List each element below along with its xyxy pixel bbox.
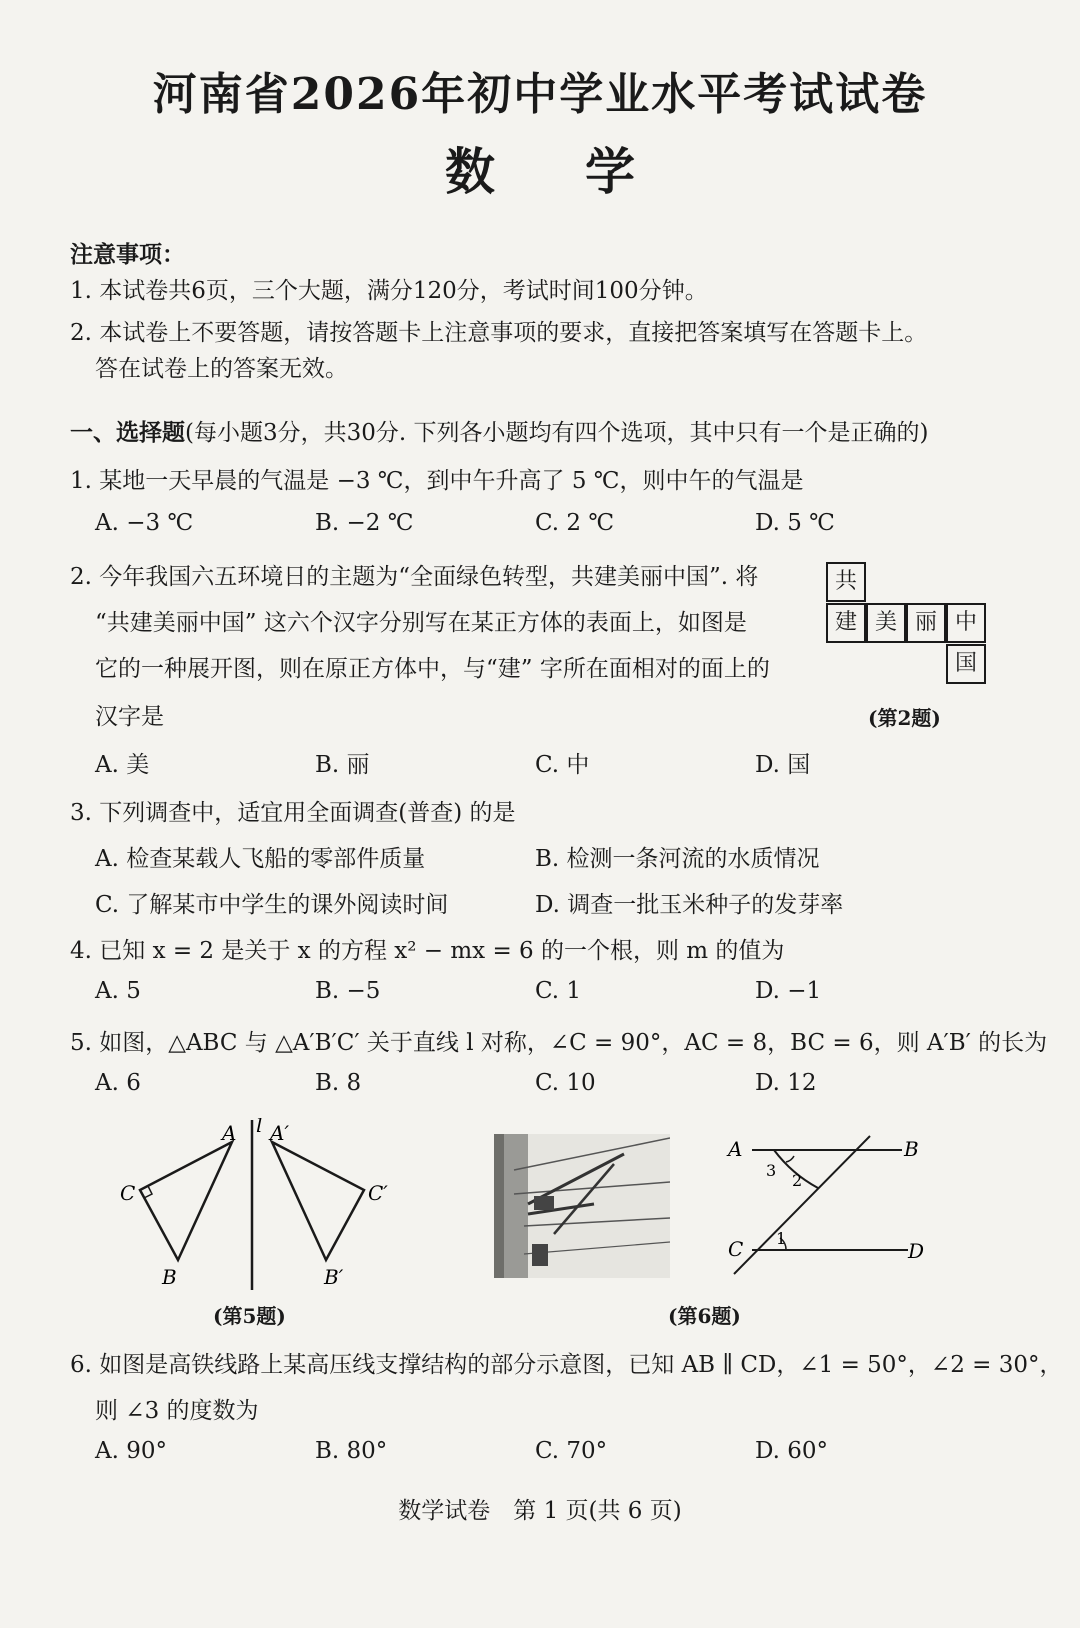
option-c[interactable]: C. 70° — [535, 1438, 608, 1464]
option-c[interactable]: C. 10 — [535, 1070, 596, 1096]
option-a[interactable]: A. 90° — [95, 1438, 167, 1464]
option-b[interactable]: B. 8 — [315, 1070, 362, 1096]
transversal — [734, 1136, 870, 1274]
option-a[interactable]: A. 美 — [95, 752, 150, 778]
question-stem-line: 6. 如图是高铁线路上某高压线支撑结构的部分示意图，已知 AB ∥ CD，∠1 = 50°，∠2 = 30°， — [70, 1352, 1063, 1378]
option-b[interactable]: B. 80° — [315, 1438, 388, 1464]
question-stem-line: 汉字是 — [95, 704, 164, 730]
label-C: C — [728, 1237, 744, 1261]
label-A-prime: A′ — [270, 1121, 289, 1145]
net-face: 丽 — [906, 603, 946, 643]
triangle-abc — [140, 1142, 232, 1260]
question-stem: 4. 已知 x = 2 是关于 x 的方程 x² − mx = 6 的一个根，则 m 的值为 — [70, 938, 785, 964]
figure-caption: (第2题) — [868, 706, 941, 730]
label-B: B — [162, 1265, 177, 1289]
label-C: C — [120, 1181, 136, 1205]
section-heading — [70, 414, 928, 447]
label-B: B — [904, 1137, 919, 1161]
figure-caption: (第6题) — [668, 1304, 741, 1328]
option-d[interactable]: D. −1 — [755, 978, 822, 1004]
label-angle-3: 3 — [766, 1161, 777, 1180]
question-stem-line: 2. 今年我国六五环境日的主题为“全面绿色转型，共建美丽中国”. 将 — [70, 564, 759, 590]
option-c[interactable]: C. 1 — [535, 978, 582, 1004]
option-c[interactable]: C. 中 — [535, 752, 590, 778]
section-desc: (每小题3分，共30分. 下列各小题均有四个选项，其中只有一个是正确的) — [185, 420, 929, 446]
option-b[interactable]: B. −2 ℃ — [315, 510, 414, 536]
question-stem-line: 则 ∠3 的度数为 — [95, 1398, 259, 1424]
triangle-a2b2c2 — [272, 1142, 364, 1260]
label-angle-2: 2 — [792, 1171, 803, 1190]
notes-heading: 注意事项： — [70, 241, 185, 268]
question-stem: 5. 如图，△ABC 与 △A′B′C′ 关于直线 l 对称，∠C = 90°，AC = 8，BC = 6，则 A′B′ 的长为 — [70, 1030, 1048, 1056]
angle-2-arc — [786, 1156, 794, 1162]
note-item: 2. 本试卷上不要答题，请按答题卡上注意事项的要求，直接把答案填写在答题卡上。 — [70, 320, 928, 346]
option-a[interactable]: A. 检查某载人飞船的零部件质量 — [95, 846, 426, 872]
net-face: 共 — [826, 562, 866, 602]
option-c[interactable]: C. 2 ℃ — [535, 510, 615, 536]
figure-6-parallel-lines — [722, 1134, 932, 1284]
note-item: 答在试卷上的答案无效。 — [95, 356, 348, 382]
label-B-prime: B′ — [324, 1265, 344, 1289]
subject-title: 数学 — [445, 142, 725, 201]
label-A: A — [728, 1137, 743, 1161]
label-angle-1: 1 — [776, 1229, 787, 1248]
option-d[interactable]: D. 5 ℃ — [755, 510, 835, 536]
page-footer: 数学试卷 第 1 页(共 6 页) — [398, 1498, 682, 1524]
support-structure-photo — [494, 1134, 670, 1278]
net-face: 建 — [826, 603, 866, 643]
note-item: 1. 本试卷共6页，三个大题，满分120分，考试时间100分钟。 — [70, 278, 708, 304]
option-b[interactable]: B. −5 — [315, 978, 381, 1004]
net-face: 美 — [866, 603, 906, 643]
option-a[interactable]: A. −3 ℃ — [95, 510, 194, 536]
net-face: 国 — [946, 644, 986, 684]
net-face: 中 — [946, 603, 986, 643]
question-stem: 3. 下列调查中，适宜用全面调查(普查) 的是 — [70, 800, 516, 826]
question-stem-line: 它的一种展开图，则在原正方体中，与“建” 字所在面相对的面上的 — [95, 656, 770, 682]
option-b[interactable]: B. 检测一条河流的水质情况 — [535, 846, 820, 872]
exam-title: 河南省2026年初中学业水平考试试卷 — [152, 69, 928, 120]
figure-caption: (第5题) — [213, 1304, 286, 1328]
label-D: D — [908, 1239, 925, 1263]
option-d[interactable]: D. 调查一批玉米种子的发芽率 — [535, 892, 844, 918]
option-b[interactable]: B. 丽 — [315, 752, 370, 778]
label-l: l — [256, 1118, 263, 1137]
option-a[interactable]: A. 6 — [95, 1070, 141, 1096]
section-title: 一、选择题 — [70, 419, 185, 446]
label-C-prime: C′ — [368, 1181, 388, 1205]
option-c[interactable]: C. 了解某市中学生的课外阅读时间 — [95, 892, 449, 918]
option-d[interactable]: D. 60° — [755, 1438, 829, 1464]
question-stem: 1. 某地一天早晨的气温是 −3 ℃，到中午升高了 5 ℃，则中午的气温是 — [70, 468, 804, 494]
figure-5-triangles — [110, 1118, 410, 1298]
question-stem-line: “共建美丽中国” 这六个汉字分别写在某正方体的表面上，如图是 — [95, 610, 747, 636]
label-A: A — [222, 1121, 237, 1145]
option-d[interactable]: D. 国 — [755, 752, 811, 778]
option-d[interactable]: D. 12 — [755, 1070, 817, 1096]
option-a[interactable]: A. 5 — [95, 978, 141, 1004]
